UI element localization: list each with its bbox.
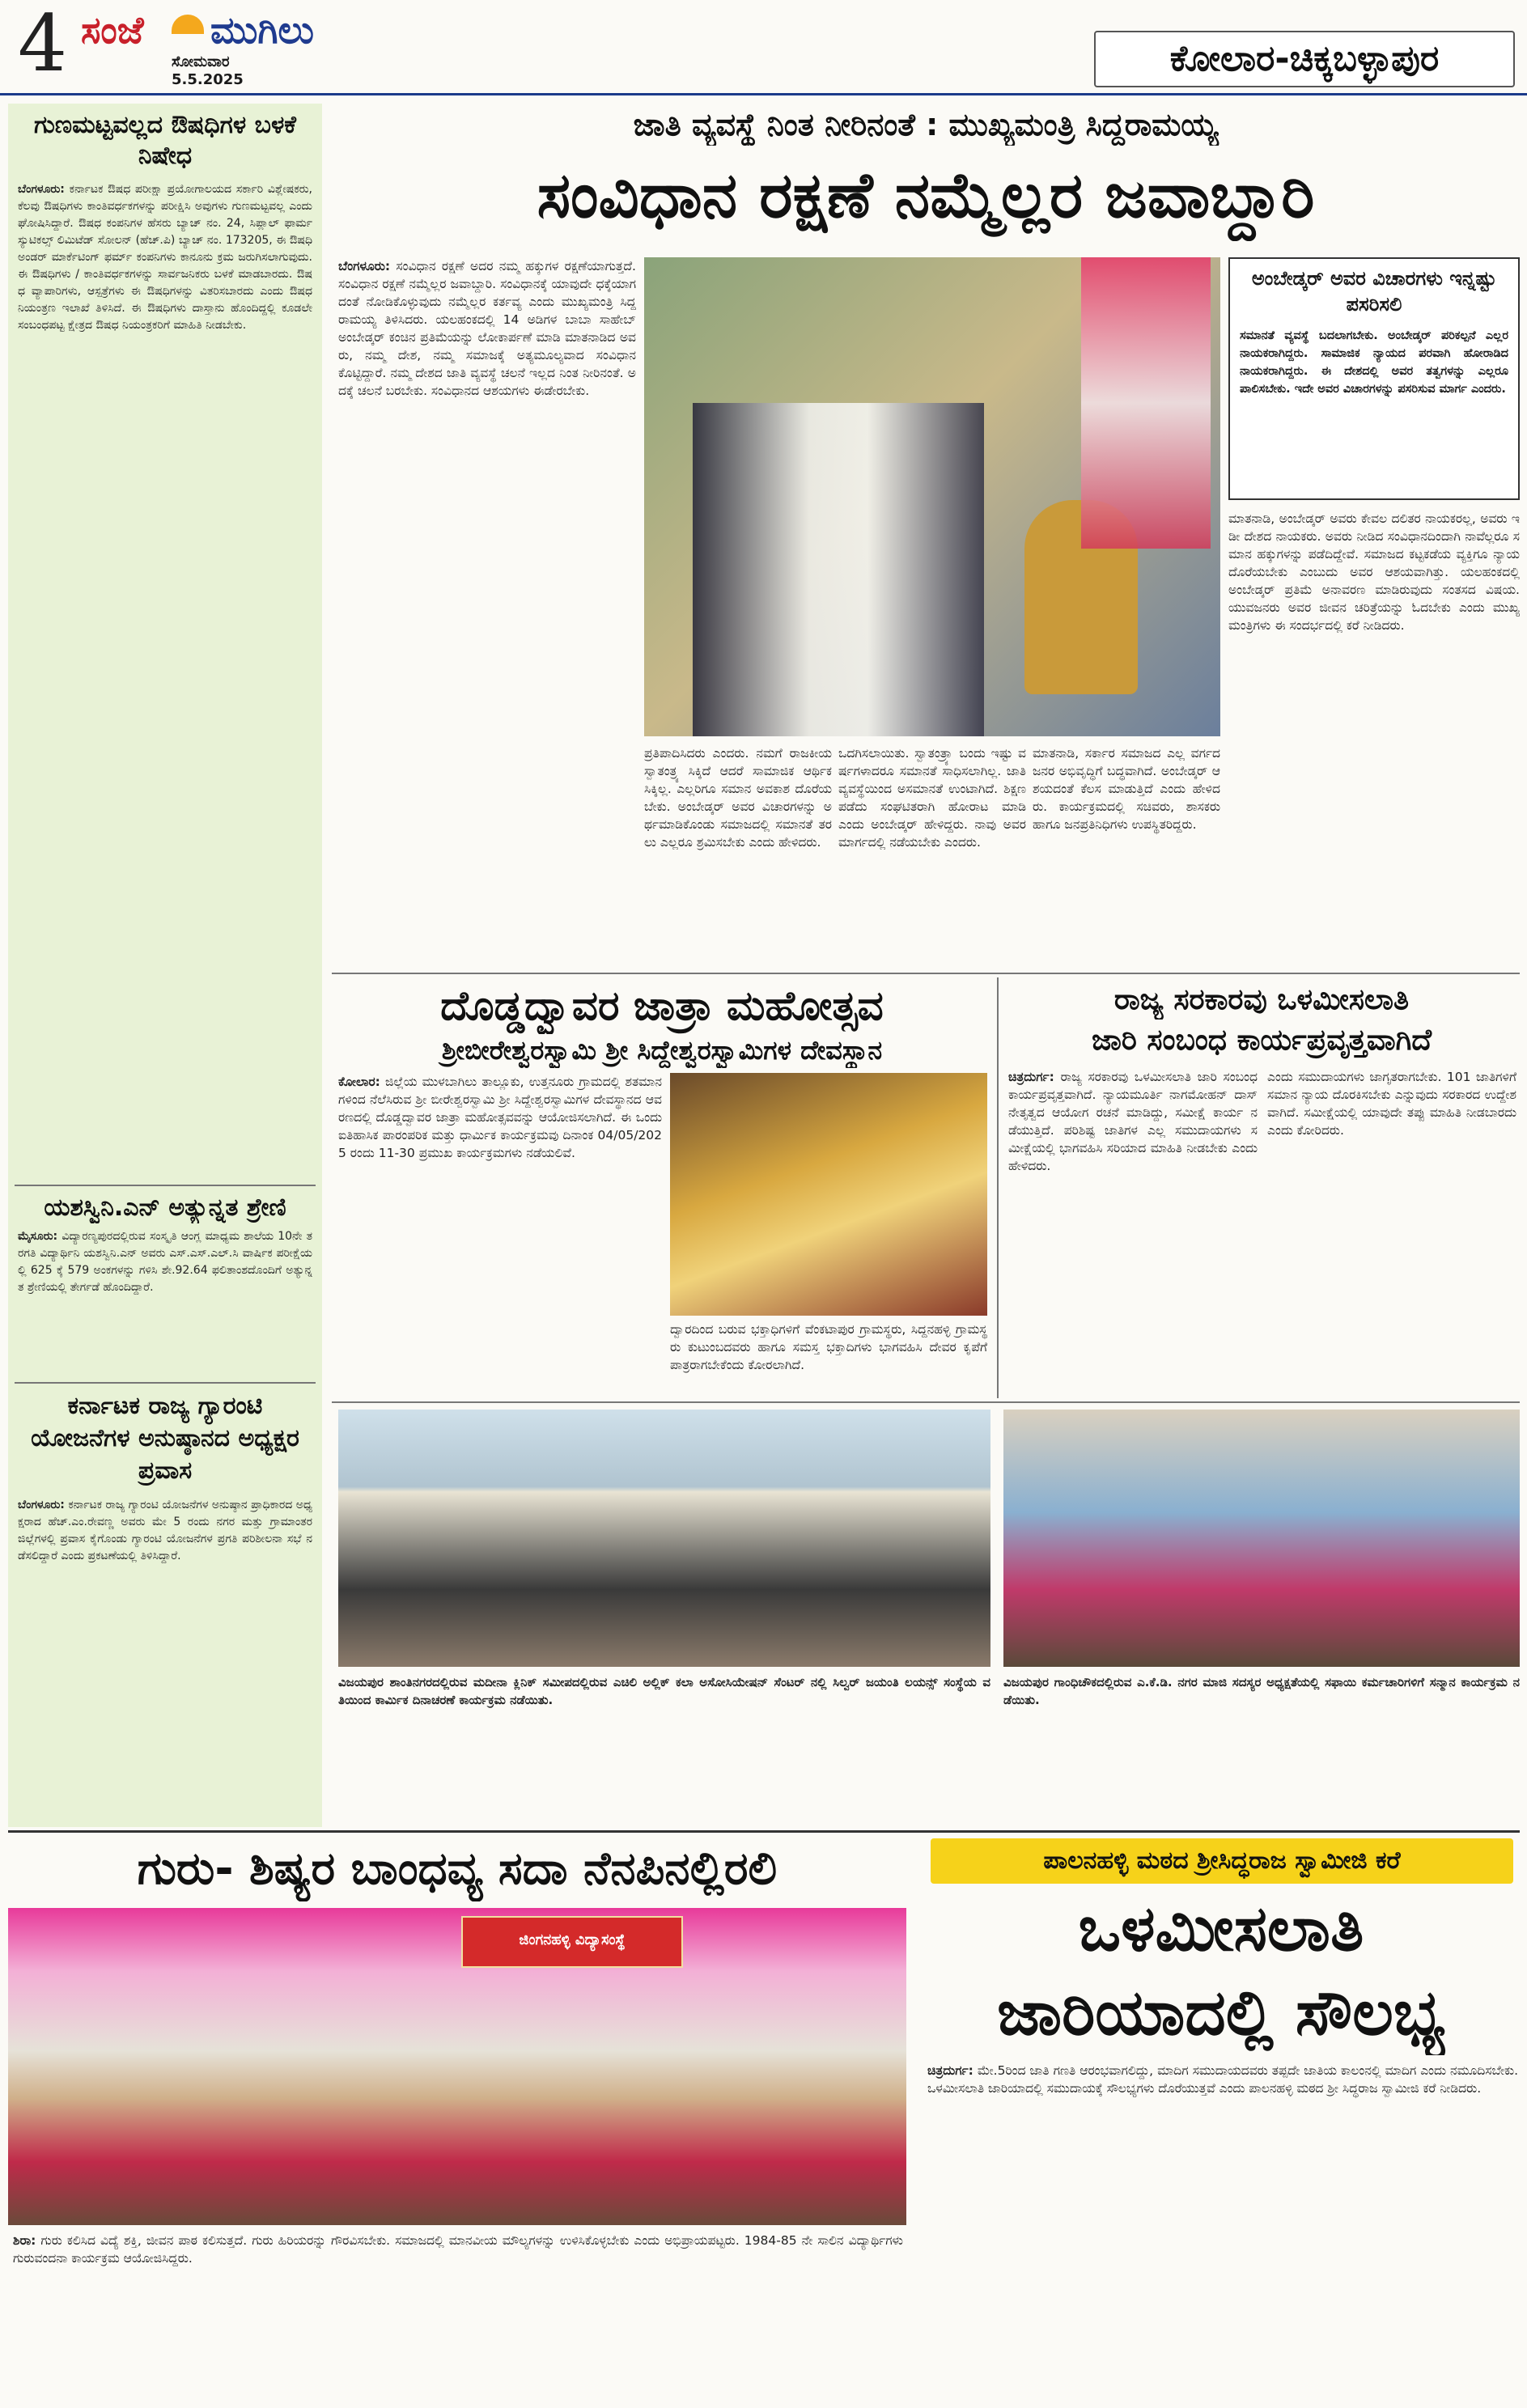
palanahalli-headline-1: ಒಳಮೀಸಲಾತಿ bbox=[1078, 1893, 1364, 1965]
jatra-subhead: ಶ್ರೀಬೀರೇಶ್ವರಸ್ವಾಮಿ ಶ್ರೀ ಸಿದ್ದೇಶ್ವರಸ್ವಾಮಿಗಳ ದೇವಸ್ಥಾನ bbox=[441, 1035, 883, 1066]
main-body-col3: ಒದಗಿಸಲಾಯಿತು. ಸ್ವಾತಂತ್ರ್ಯಾ ಬಂದು ಇಷ್ಟು ವರ್ಷಗಳಾದರೂ ಸಮಾನತೆ ಸಾಧಿಸಲಾಗಿಲ್ಲ. ಜಾತಿ ವ್ಯವಸ್ಥೆಯಿಂದ ಅಸಮಾನತೆ ಉಂಟಾಗಿದೆ. ಶಿಕ್ಷಣ ಪಡೆದು ಸಂಘಟಿತರಾಗಿ ಹೋರಾಟ ಮಾಡಿ ಎಂದು ಅಂಬೇಡ್ಕರ್ ಹೇಳಿದ್ದರು. ನಾವು ಅವರ ಮಾರ್ಗದಲ್ಲಿ ನಡೆಯಬೇಕು ಎಂದರು. bbox=[838, 746, 1026, 850]
sidebar-box bbox=[1228, 257, 1520, 500]
issue-date: 5.5.2025 bbox=[172, 71, 244, 88]
main-kicker: ಜಾತಿ ವ್ಯವಸ್ಥೆ ನಿಂತ ನೀರಿನಂತೆ : ಮುಖ್ಯಮಂತ್ರಿ ಸಿದ್ದರಾಮಯ್ಯ bbox=[633, 107, 1219, 142]
left-story2-body: ಮೈಸೂರು: ವಿದ್ಯಾರಣ್ಯಪುರದಲ್ಲಿರುವ ಸಂಸ್ಕೃತಿ ಆಂಗ್ಲ ಮಾಧ್ಯಮ ಶಾಲೆಯ 10ನೇ ತರಗತಿ ವಿದ್ಯಾರ್ಥಿನಿ ಯಶಸ್ವಿನಿ.ಎನ್ ಅವರು ಎಸ್.ಎಸ್.ಎಲ್.ಸಿ ವಾರ್ಷಿಕ ಪರೀಕ್ಷೆಯಲ್ಲಿ 625 ಕ್ಕೆ 579 ಅಂಕಗಳನ್ನು ಗಳಿಸಿ ಶೇ.92.64 ಫಲಿತಾಂಶದೊಂದಿಗೆ ಅತ್ಯುನ್ನತ ಶ್ರೇಣಿಯಲ್ಲಿ ತೇರ್ಗಡೆ ಹೊಂದಿದ್ದಾರೆ. bbox=[18, 1230, 312, 1294]
left-story1-headline: ಗುಣಮಟ್ಟವಲ್ಲದ ಔಷಧಿಗಳ ಬಳಕೆ ನಿಷೇಧ bbox=[34, 111, 296, 170]
sidebar-title: ಅಂಬೇಡ್ಕರ್ ಅವರ ವಿಚಾರಗಳು ಇನ್ನಷ್ಟು ಪಸರಿಸಲಿ bbox=[1251, 267, 1497, 316]
left-story2-headline: ಯಶಸ್ವಿನಿ.ಎನ್ ಅತ್ಯುನ್ನತ ಶ್ರೇಣಿ bbox=[44, 1193, 286, 1222]
page-number: 4 bbox=[18, 0, 68, 89]
guru-headline: ಗುರು- ಶಿಷ್ಯರ ಬಾಂಧವ್ಯ ಸದಾ ನೆನಪಿನಲ್ಲಿರಲಿ bbox=[137, 1842, 778, 1895]
sun-icon bbox=[172, 15, 204, 34]
main-body-col4: ಮಾತನಾಡಿ, ಸರ್ಕಾರ ಸಮಾಜದ ಎಲ್ಲ ವರ್ಗದ ಜನರ ಅಭಿವೃದ್ಧಿಗೆ ಬದ್ಧವಾಗಿದೆ. ಅಂಬೇಡ್ಕರ್ ಆಶಯದಂತೆ ಕೆಲಸ ಮಾಡುತ್ತಿದೆ ಎಂದು ಹೇಳಿದರು. ಕಾರ್ಯಕ್ರಮದಲ್ಲಿ ಸಚಿವರು, ಶಾಸಕರು ಹಾಗೂ ಜನಪ್ರತಿನಿಧಿಗಳು ಉಪಸ್ಥಿತರಿದ್ದರು. bbox=[1033, 746, 1220, 832]
reservation-headline-2: ಜಾರಿ ಸಂಬಂಧ ಕಾರ್ಯಪ್ರವೃತ್ತವಾಗಿದೆ bbox=[1091, 1024, 1432, 1057]
palanahalli-kicker-box bbox=[931, 1838, 1513, 1884]
main-body-col1: ಬೆಂಗಳೂರು: ಸಂವಿಧಾನ ರಕ್ಷಣೆ ಅದರ ನಮ್ಮ ಹಕ್ಕುಗಳ ರಕ್ಷಣೆಯಾಗುತ್ತದೆ. ಸಂವಿಧಾನ ರಕ್ಷಣೆ ನಮ್ಮೆಲ್ಲರ ಜವಾಬ್ದಾರಿ. ಸಂವಿಧಾನಕ್ಕೆ ಯಾವುದೇ ಧಕ್ಕೆಯಾಗದಂತೆ ನೋಡಿಕೊಳ್ಳುವುದು ನಮ್ಮೆಲ್ಲರ ಕರ್ತವ್ಯ ಎಂದು ಮುಖ್ಯಮಂತ್ರಿ ಸಿದ್ದರಾಮಯ್ಯ ತಿಳಿಸಿದರು. ಯಲಹಂಕದಲ್ಲಿ 14 ಅಡಿಗಳ ಬಾಬಾ ಸಾಹೇಬ್ ಅಂಬೇಡ್ಕರ್ ಕಂಚಿನ ಪ್ರತಿಮೆಯನ್ನು ಲೋಕಾರ್ಪಣೆ ಮಾಡಿ ಮಾತನಾಡಿದ ಅವರು, ನಮ್ಮ ದೇಶ, ನಮ್ಮ ಸಮಾಜಕ್ಕೆ ಅತ್ಯಮೂಲ್ಯವಾದ ಸಂವಿಧಾನ ಕೊಟ್ಟಿದ್ದಾರೆ. ನಮ್ಮ ದೇಶದ ಜಾತಿ ವ್ಯವಸ್ಥೆ ಚಲನೆ ಇಲ್ಲದ ನಿಂತ ನೀರಿನಂತೆ. ಅದಕ್ಕೆ ಚಲನೆ ಬರಬೇಕು. ಸಂವಿಧಾನದ ಆಶಯಗಳು ಈಡೇರಬೇಕು. bbox=[338, 259, 636, 398]
banner-text: ಜಿಂಗನಹಳ್ಳಿ ವಿದ್ಯಾಸಂಸ್ಥೆ bbox=[519, 1931, 626, 1948]
guru-group-photo bbox=[8, 1908, 906, 2225]
jatra-body-b: ದ್ವಾರದಿಂದ ಬರುವ ಭಕ್ತಾಧಿಗಳಿಗೆ ವೆಂಕಟಾಪುರ ಗ್ರಾಮಸ್ಥರು, ಸಿದ್ದನಹಳ್ಳಿ ಗ್ರಾಮಸ್ಥರು ಕುಟುಂಬದವರು ಹಾಗೂ ಸಮಸ್ತ ಭಕ್ತಾದಿಗಳು ಭಾಗವಹಿಸಿ ದೇವರ ಕೃಪೆಗೆ ಪಾತ್ರರಾಗಬೇಕೆಂದು ಕೋರಲಾಗಿದೆ. bbox=[670, 1322, 987, 1372]
main-headline: ಸಂವಿಧಾನ ರಕ್ಷಣೆ ನಮ್ಮೆಲ್ಲರ ಜವಾಬ್ದಾರಿ bbox=[537, 159, 1315, 232]
brand-left: ಸಂಜೆ bbox=[81, 8, 144, 52]
issue-day: ಸೋಮವಾರ bbox=[172, 53, 230, 70]
labour-day-photo bbox=[338, 1410, 990, 1667]
banner bbox=[461, 1916, 683, 1968]
reservation-body-b: ಎಂದು ಸಮುದಾಯಗಳು ಜಾಗೃತರಾಗಬೇಕು. 101 ಜಾತಿಗಳಿಗೆ ಸಮಾನ ನ್ಯಾಯ ದೊರಕಿಸಬೇಕು ಎನ್ನುವುದು ಸರಕಾರದ ಉದ್ದೇಶವಾಗಿದೆ. ಸಮೀಕ್ಷೆಯಲ್ಲಿ ಯಾವುದೇ ತಪ್ಪು ಮಾಹಿತಿ ನೀಡಬಾರದು ಎಂದು ಕೋರಿದರು. bbox=[1267, 1070, 1516, 1138]
felicitation-photo bbox=[1003, 1410, 1520, 1667]
jatra-photo bbox=[670, 1073, 987, 1316]
palanahalli-kicker: ಪಾಲನಹಳ್ಳಿ ಮಠದ ಶ್ರೀಸಿದ್ಧರಾಜ ಸ್ವಾಮೀಜಿ ಕರೆ bbox=[1043, 1846, 1401, 1875]
left-story3-headline: ಕರ್ನಾಟಕ ರಾಜ್ಯ ಗ್ಯಾರಂಟಿ ಯೋಜನೆಗಳ ಅನುಷ್ಠಾನದ ಅಧ್ಯಕ್ಷರ ಪ್ರವಾಸ bbox=[31, 1392, 299, 1485]
guru-body: ಶಿರಾ: ಗುರು ಕಲಿಸಿದ ವಿದ್ಯೆ ಶಕ್ತಿ, ಜೀವನ ಪಾಠ ಕಲಿಸುತ್ತದೆ. ಗುರು ಹಿರಿಯರನ್ನು ಗೌರವಿಸಬೇಕು. ಸಮಾಜದಲ್ಲಿ ಮಾನವೀಯ ಮೌಲ್ಯಗಳನ್ನು ಉಳಿಸಿಕೊಳ್ಳಬೇಕು ಎಂದು ಅಭಿಪ್ರಾಯಪಟ್ಟರು. 1984-85 ನೇ ಸಾಲಿನ ವಿದ್ಯಾರ್ಥಿಗಳು ಗುರುವಂದನಾ ಕಾರ್ಯಕ್ರಮ ಆಯೋಜಿಸಿದ್ದರು. bbox=[13, 2233, 903, 2266]
left-story1-body: ಬೆಂಗಳೂರು: ಕರ್ನಾಟಕ ಔಷಧ ಪರೀಕ್ಷಾ ಪ್ರಯೋಗಾಲಯದ ಸರ್ಕಾರಿ ವಿಶ್ಲೇಷಕರು, ಕೆಲವು ಔಷಧಿಗಳು ಕಾಂತಿವರ್ಧಕಗಳನ್ನು ಪರೀಕ್ಷಿಸಿ ಅವುಗಳು ಗುಣಮಟ್ಟವಲ್ಲ ಎಂದು ಘೋಷಿಸಿದ್ದಾರೆ. ಔಷಧ ಕಂಪನಿಗಳ ಹೆಸರು ಬ್ಯಾಚ್ ನಂ. 24, ಸಿಪ್ಲಾಲ್ ಫಾರ್ಮಸ್ಯುಟಿಕಲ್ಸ್ ಲಿಮಿಟೆಡ್ ಸೋಲನ್ (ಹೆಚ್.ಪಿ) ಬ್ಯಾಚ್ ನಂ. 173205, ಈ ಔಷಧಿ ಅಂಡರ್ ಮಾರ್ಕೆಟಿಂಗ್ ಫರ್ಮ್ ಕಂಪನಿಗಳು ಕಾನೂನು ಕ್ರಮ ಜರುಗಿಸಲಾಗುವುದು. ಈ ಔಷಧಿಗಳು / ಕಾಂತಿವರ್ಧಕಗಳನ್ನು ಸಾರ್ವಜನಿಕರು ಬಳಕೆ ಮಾಡಬಾರದು. ಔಷಧ ವ್ಯಾಪಾರಿಗಳು, ಆಸ್ಪತ್ರೆಗಳು ಈ ಔಷಧಿಗಳನ್ನು ವಿತರಿಸಬಾರದು ಎಂದು ಔಷಧ ನಿಯಂತ್ರಣ ಇಲಾಖೆ ತಿಳಿಸಿದೆ. ಈ ಔಷಧಿಗಳು ದಾಸ್ತಾನು ಹೊಂದಿದ್ದಲ್ಲಿ ಕೂಡಲೇ ಸಂಬಂಧಪಟ್ಟ ಕ್ಷೇತ್ರದ ಔಷಧ ನಿಯಂತ್ರಕರಿಗೆ ಮಾಹಿತಿ ನೀಡಬೇಕು. bbox=[18, 183, 312, 332]
left-column bbox=[8, 104, 322, 1827]
jatra-body: ಕೋಲಾರ: ಜಿಲ್ಲೆಯ ಮುಳಬಾಗಿಲು ತಾಲ್ಲೂಕು, ಉತ್ತನೂರು ಗ್ರಾಮದಲ್ಲಿ ಶತಮಾನಗಳಿಂದ ನೆಲೆಸಿರುವ ಶ್ರೀ ಬೀರೇಶ್ವರಸ್ವಾಮಿ ಶ್ರೀ ಸಿದ್ದೇಶ್ವರಸ್ವಾಮಿಗಳ ದೇವಸ್ಥಾನದ ಆವರಣದಲ್ಲಿ ದೊಡ್ಡದ್ವಾವರ ಜಾತ್ರಾ ಮಹೋತ್ಸವವನ್ನು ಆಯೋಜಿಸಲಾಗಿದೆ. ಈ ಒಂದು ಐತಿಹಾಸಿಕ ಪಾರಂಪರಿಕ ಮತ್ತು ಧಾರ್ಮಿಕ ಕಾರ್ಯಕ್ರಮವು ದಿನಾಂಕ 04/05/2025 ರಂದು 11-30 ಪ್ರಮುಖ ಕಾರ್ಯಕ್ರಮಗಳು ನಡೆಯಲಿವೆ. bbox=[338, 1075, 662, 1160]
section-badge bbox=[1094, 31, 1515, 87]
brand-logo bbox=[81, 8, 316, 58]
garland-shape bbox=[1081, 257, 1211, 549]
palanahalli-body: ಚಿತ್ರದುರ್ಗ: ಮೇ.5ರಿಂದ ಜಾತಿ ಗಣತಿ ಆರಂಭವಾಗಲಿದ್ದು, ಮಾದಿಗ ಸಮುದಾಯದವರು ತಪ್ಪದೇ ಜಾತಿಯ ಕಾಲಂನಲ್ಲಿ ಮಾದಿಗ ಎಂದು ನಮೂದಿಸಬೇಕು. ಒಳಮೀಸಲಾತಿ ಜಾರಿಯಾದಲ್ಲಿ ಸಮುದಾಯಕ್ಕೆ ಸೌಲಭ್ಯಗಳು ದೊರೆಯುತ್ತವೆ ಎಂದು ಪಾಲನಹಳ್ಳಿ ಮಠದ ಶ್ರೀ ಸಿದ್ಧರಾಜ ಸ್ವಾಮೀಜಿ ಕರೆ ನೀಡಿದರು. bbox=[927, 2063, 1518, 2096]
brand-right: ಮುಗಿಲು bbox=[210, 8, 314, 52]
main-body-col2: ಪ್ರತಿಪಾದಿಸಿದರು ಎಂದರು. ನಮಗೆ ರಾಜಕೀಯ ಸ್ವಾತಂತ್ರ್ಯ ಸಿಕ್ಕಿದೆ ಆದರೆ ಸಾಮಾಜಿಕ ಆರ್ಥಿಕ ಸಿಕ್ಕಿಲ್ಲ. ಎಲ್ಲರಿಗೂ ಸಮಾನ ಅವಕಾಶ ದೊರೆಯಬೇಕು. ಅಂಬೇಡ್ಕರ್ ಅವರ ವಿಚಾರಗಳನ್ನು ಅರ್ಥಮಾಡಿಕೊಂಡು ಸಮಾಜದಲ್ಲಿ ಸಮಾನತೆ ತರಲು ಎಲ್ಲರೂ ಶ್ರಮಿಸಬೇಕು ಎಂದು ಹೇಳಿದರು. bbox=[644, 746, 832, 850]
left-story3-body: ಬೆಂಗಳೂರು: ಕರ್ನಾಟಕ ರಾಜ್ಯ ಗ್ಯಾರಂಟಿ ಯೋಜನೆಗಳ ಅನುಷ್ಠಾನ ಪ್ರಾಧಿಕಾರದ ಅಧ್ಯಕ್ಷರಾದ ಹೆಚ್.ಎಂ.ರೇವಣ್ಣ ಅವರು ಮೇ 5 ರಂದು ನಗರ ಮತ್ತು ಗ್ರಾಮಾಂತರ ಜಿಲ್ಲೆಗಳಲ್ಲಿ ಪ್ರವಾಸ ಕೈಗೊಂಡು ಗ್ಯಾರಂಟಿ ಯೋಜನೆಗಳ ಪ್ರಗತಿ ಪರಿಶೀಲನಾ ಸಭೆ ನಡೆಸಲಿದ್ದಾರೆ ಎಂದು ಪ್ರಕಟಣೆಯಲ್ಲಿ ತಿಳಿಸಿದ್ದಾರೆ. bbox=[18, 1499, 312, 1562]
palanahalli-headline-2: ಜಾರಿಯಾದಲ್ಲಿ ಸೌಲಭ್ಯ bbox=[997, 1977, 1445, 2050]
main-photo bbox=[644, 257, 1220, 736]
people-shape bbox=[693, 403, 984, 736]
jatra-headline: ದೊಡ್ಡದ್ವಾವರ ಜಾತ್ರಾ ಮಹೋತ್ಸವ bbox=[440, 982, 884, 1029]
main-body-right: ಮಾತನಾಡಿ, ಅಂಬೇಡ್ಕರ್ ಅವರು ಕೇವಲ ದಲಿತರ ನಾಯಕರಲ್ಲ, ಅವರು ಇಡೀ ದೇಶದ ನಾಯಕರು. ಅವರು ನೀಡಿದ ಸಂವಿಧಾನದಿಂದಾಗಿ ನಾವೆಲ್ಲರೂ ಸಮಾನ ಹಕ್ಕುಗಳನ್ನು ಪಡೆದಿದ್ದೇವೆ. ಸಮಾಜದ ಕಟ್ಟಕಡೆಯ ವ್ಯಕ್ತಿಗೂ ನ್ಯಾಯ ದೊರೆಯಬೇಕು ಎಂಬುದು ಅವರ ಆಶಯವಾಗಿತ್ತು. ಯಲಹಂಕದಲ್ಲಿ ಅಂಬೇಡ್ಕರ್ ಪ್ರತಿಮೆ ಅನಾವರಣ ಮಾಡಿರುವುದು ಸಂತಸದ ವಿಷಯ. ಯುವಜನರು ಅವರ ಜೀವನ ಚರಿತ್ರೆಯನ್ನು ಓದಬೇಕು ಎಂದು ಮುಖ್ಯಮಂತ್ರಿಗಳು ಈ ಸಂದರ್ಭದಲ್ಲಿ ಕರೆ ನೀಡಿದರು. bbox=[1228, 511, 1520, 633]
reservation-body: ಚಿತ್ರದುರ್ಗ: ರಾಜ್ಯ ಸರಕಾರವು ಒಳಮೀಸಲಾತಿ ಜಾರಿ ಸಂಬಂಧ ಕಾರ್ಯಪ್ರವೃತ್ತವಾಗಿದೆ. ನ್ಯಾಯಮೂರ್ತಿ ನಾಗಮೋಹನ್ ದಾಸ್ ನೇತೃತ್ವದ ಆಯೋಗ ರಚನೆ ಮಾಡಿದ್ದು, ಸಮೀಕ್ಷೆ ಕಾರ್ಯ ನಡೆಯುತ್ತಿದೆ. ಪರಿಶಿಷ್ಟ ಜಾತಿಗಳ ಎಲ್ಲ ಸಮುದಾಯಗಳು ಸಮೀಕ್ಷೆಯಲ್ಲಿ ಭಾಗವಹಿಸಿ ಸರಿಯಾದ ಮಾಹಿತಿ ನೀಡಬೇಕು ಎಂದು ಹೇಳಿದರು. bbox=[1008, 1070, 1258, 1173]
masthead bbox=[0, 0, 1527, 95]
sidebar-body: ಸಮಾನತೆ ವ್ಯವಸ್ಥೆ ಬದಲಾಗಬೇಕು. ಅಂಬೇಡ್ಕರ್ ಪರಿಕಲ್ಪನೆ ಎಲ್ಲರ ನಾಯಕರಾಗಿದ್ದರು. ಸಾಮಾಜಿಕ ನ್ಯಾಯದ ಪರವಾಗಿ ಹೋರಾಡಿದ ನಾಯಕರಾಗಿದ್ದರು. ಈ ದೇಶದಲ್ಲಿ ಅವರ ತತ್ವಗಳನ್ನು ಎಲ್ಲರೂ ಪಾಲಿಸಬೇಕು. ಇದೇ ಅವರ ವಿಚಾರಗಳನ್ನು ಪಸರಿಸುವ ಮಾರ್ಗ ಎಂದರು. bbox=[1240, 329, 1508, 396]
labour-day-caption: ವಿಜಯಪುರ ಶಾಂತಿನಗರದಲ್ಲಿರುವ ಮದೀನಾ ಕ್ಲಿನಿಕ್ ಸಮೀಪದಲ್ಲಿರುವ ಎಚಿಲಿ ಅಲ್ಲಿಕ್ ಕಲಾ ಅಸೋಸಿಯೇಷನ್ ಸೆಂಟರ್ ನಲ್ಲಿ ಸಿಲ್ವರ್ ಜಯಂತಿ ಲಯನ್ಸ್ ಸಂಸ್ಥೆಯ ವತಿಯಿಂದ ಕಾರ್ಮಿಕ ದಿನಾಚರಣೆ ಕಾರ್ಯಕ್ರಮ ನಡೆಯಿತು. bbox=[338, 1675, 990, 1707]
felicitation-caption: ವಿಜಯಪುರ ಗಾಂಧಿಚೌಕದಲ್ಲಿರುವ ಎ.ಕೆ.ಡಿ. ನಗರ ಮಾಜಿ ಸದಸ್ಯರ ಅಧ್ಯಕ್ಷತೆಯಲ್ಲಿ ಸಫಾಯಿ ಕರ್ಮಚಾರಿಗಳಿಗೆ ಸನ್ಮಾನ ಕಾರ್ಯಕ್ರಮ ನಡೆಯಿತು. bbox=[1003, 1675, 1520, 1707]
reservation-headline-1: ರಾಜ್ಯ ಸರಕಾರವು ಒಳಮೀಸಲಾತಿ bbox=[1113, 983, 1410, 1016]
section-title: ಕೋಲಾರ-ಚಿಕ್ಕಬಳ್ಳಾಪುರ bbox=[1169, 38, 1440, 79]
